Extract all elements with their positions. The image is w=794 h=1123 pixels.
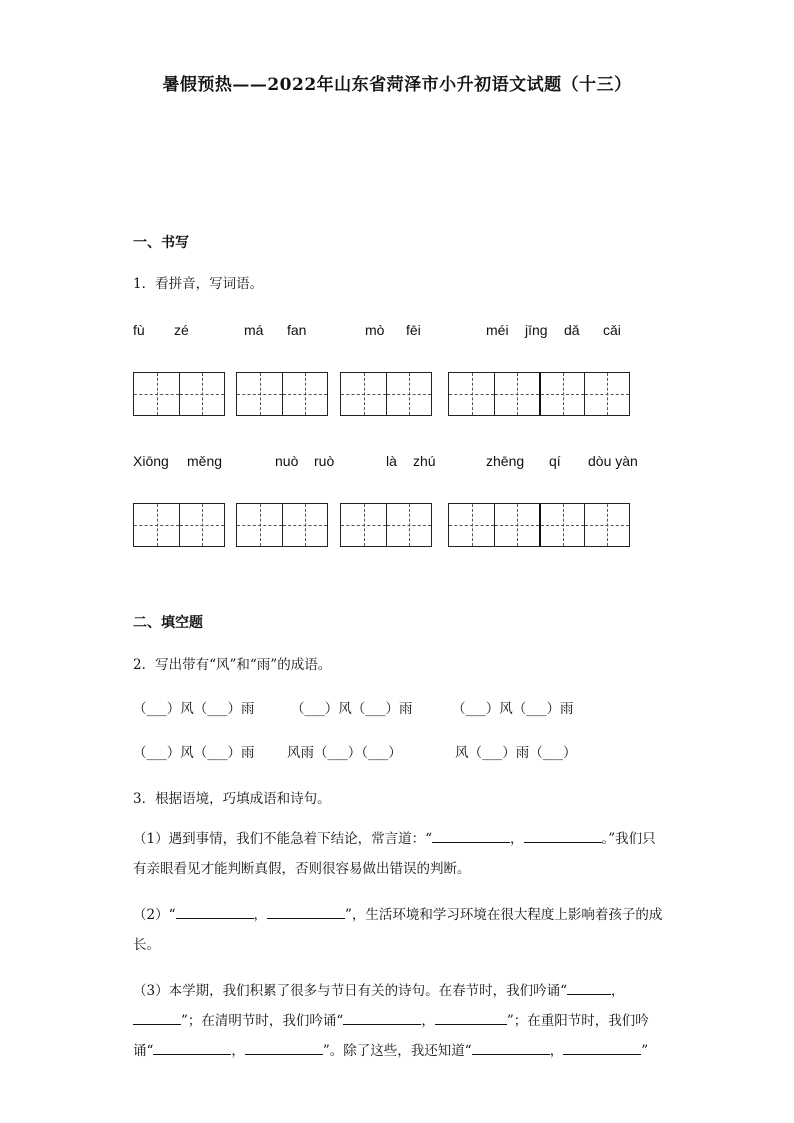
writing-grid[interactable] — [340, 372, 432, 416]
answer-blank[interactable] — [133, 1011, 181, 1026]
pinyin: méi — [486, 322, 509, 338]
idiom-blank[interactable]: （___）风（___）雨 — [291, 701, 413, 717]
pinyin: měng — [187, 453, 223, 469]
writing-grid[interactable] — [340, 503, 432, 547]
answer-blank[interactable] — [567, 981, 611, 996]
question-3-part-3: （3）本学期，我们积累了很多与节日有关的诗句。在春节时，我们吟诵“ ，”；在清明节时，我们吟诵“ ， ”；在重阳节时，我们吟诵“ ， ”。除了这些，我还知道“ ， ” — [133, 976, 663, 1066]
pinyin: zé — [174, 322, 189, 338]
pinyin: fù — [133, 322, 145, 338]
idiom-blank[interactable]: （___）风（___）雨 — [452, 701, 574, 717]
answer-blank[interactable] — [343, 1011, 421, 1026]
writing-grid[interactable] — [133, 372, 225, 416]
pinyin: cǎi — [603, 322, 621, 338]
pinyin: mò — [365, 322, 385, 338]
pinyin: má — [244, 322, 264, 338]
answer-blank[interactable] — [245, 1041, 323, 1056]
pinyin: jīng — [525, 322, 548, 338]
idiom-blank[interactable]: 风（___）雨（___） — [455, 745, 577, 761]
writing-grid[interactable] — [236, 372, 328, 416]
pinyin: là — [386, 453, 397, 469]
section-heading-fill-blank: 二、填空题 — [133, 615, 203, 631]
pinyin: fēi — [406, 322, 421, 338]
pinyin: dòu yàn — [588, 453, 638, 469]
pinyin: ruò — [314, 453, 335, 469]
pinyin: zhú — [413, 453, 436, 469]
pinyin: Xiōng — [133, 453, 169, 469]
answer-blank[interactable] — [176, 905, 254, 920]
idiom-blank[interactable]: （___）风（___）雨 — [133, 701, 255, 717]
idiom-blank[interactable]: （___）风（___）雨 — [133, 745, 255, 761]
writing-grid[interactable] — [448, 503, 630, 547]
pinyin: qí — [549, 453, 561, 469]
answer-blank[interactable] — [472, 1041, 550, 1056]
question-3-prompt: 3．根据语境，巧填成语和诗句。 — [133, 791, 331, 807]
pinyin: zhēng — [486, 453, 525, 469]
answer-blank[interactable] — [435, 1011, 507, 1026]
answer-blank[interactable] — [153, 1041, 231, 1056]
pinyin: fan — [287, 322, 307, 338]
idiom-blank[interactable]: 风雨（___）（___） — [287, 745, 402, 761]
pinyin: nuò — [275, 453, 299, 469]
pinyin: dǎ — [564, 322, 580, 338]
writing-grid[interactable] — [236, 503, 328, 547]
section-heading-writing: 一、书写 — [133, 235, 189, 251]
page-title: 暑假预热——2022年山东省菏泽市小升初语文试题（十三） — [162, 75, 632, 95]
question-1-prompt: 1．看拼音，写词语。 — [133, 276, 264, 292]
answer-blank[interactable] — [524, 829, 602, 844]
answer-blank[interactable] — [432, 829, 510, 844]
question-2-prompt: 2．写出带有“风”和“雨”的成语。 — [133, 657, 332, 673]
question-3-part-1: （1）遇到事情，我们不能急着下结论，常言道：“ ， 。”我们只有亲眼看见才能判断真假，否则很容易做出错误的判断。 — [133, 824, 663, 884]
writing-grid[interactable] — [448, 372, 630, 416]
writing-grid[interactable] — [133, 503, 225, 547]
answer-blank[interactable] — [267, 905, 345, 920]
question-3-part-2: （2）“ ， ”，生活环境和学习环境在很大程度上影响着孩子的成长。 — [133, 900, 663, 960]
answer-blank[interactable] — [563, 1041, 641, 1056]
